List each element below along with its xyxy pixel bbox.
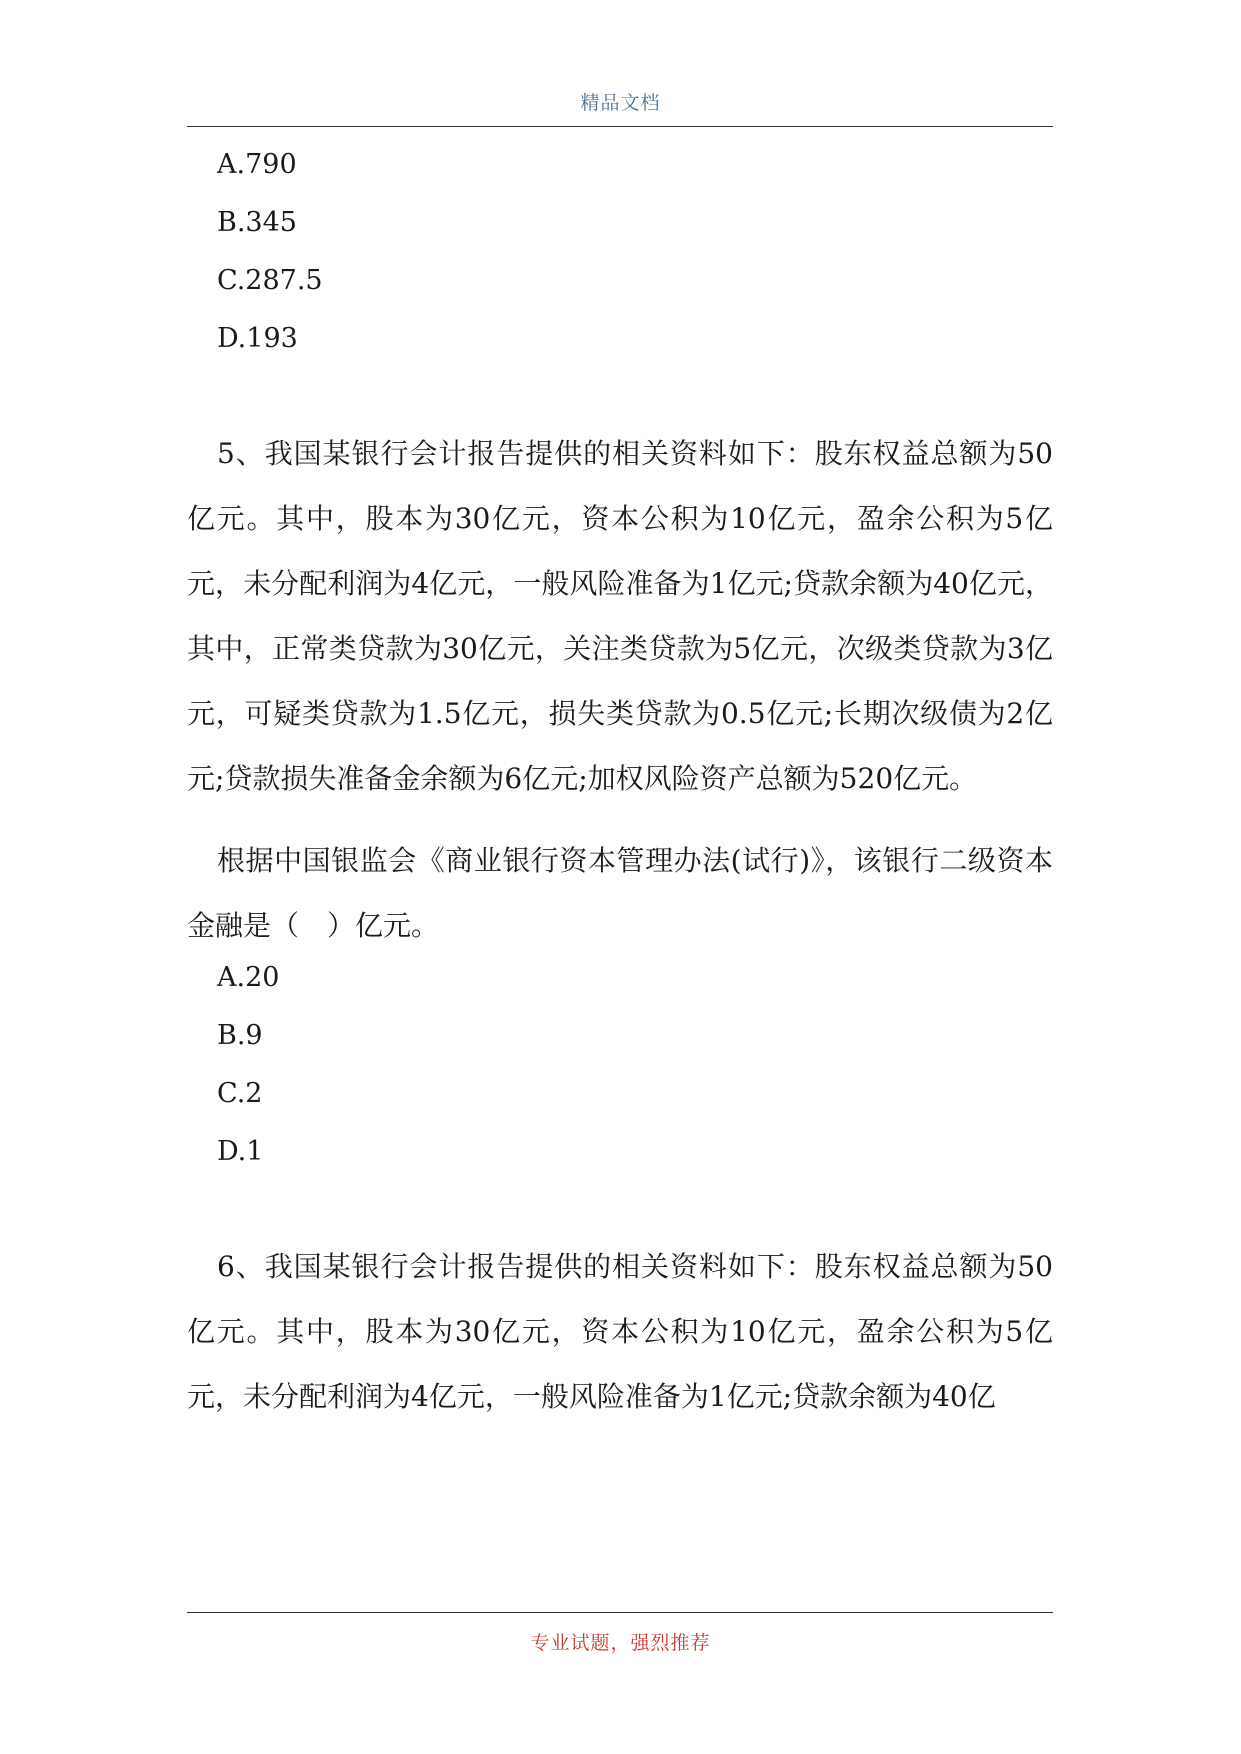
q4-option-b: B.345: [217, 207, 297, 238]
page-header-title: 精品文档: [580, 92, 661, 114]
footer-divider: [187, 1612, 1053, 1613]
q4-option-c: C.287.5: [217, 265, 323, 296]
q6-stem: 6、我国某银行会计报告提供的相关资料如下：股东权益总额为50亿元。其中，股本为30亿元，资本公积为10亿元，盈余公积为5亿元，未分配利润为4亿元，一般风险准备为1亿元;贷款余额为40亿: [187, 1250, 1053, 1413]
q5-option-b: B.9: [217, 1020, 263, 1051]
q5-stem: 5、我国某银行会计报告提供的相关资料如下：股东权益总额为50亿元。其中，股本为30亿元，资本公积为10亿元，盈余公积为5亿元，未分配利润为4亿元，一般风险准备为1亿元;贷款余额为40亿元，其中，正常类贷款为30亿元，关注类贷款为5亿元，次级类贷款为3亿元，可疑类贷款为1.5亿元，损失类贷款为0.5亿元;长期次级债为2亿元;贷款损失准备金余额为6亿元;加权风险资产总额为520亿元。: [187, 437, 1053, 795]
q5-option-a: A.20: [217, 962, 280, 993]
q5-option-d: D.1: [217, 1136, 264, 1167]
q5-question: 根据中国银监会《商业银行资本管理办法(试行)》，该银行二级资本金融是（ ）亿元。: [187, 844, 1053, 942]
q5-option-c: C.2: [217, 1078, 263, 1109]
page-footer-text: 专业试题，强烈推荐: [530, 1632, 711, 1654]
header-divider: [187, 126, 1053, 127]
q4-option-d: D.193: [217, 323, 298, 354]
q4-option-a: A.790: [217, 149, 297, 180]
